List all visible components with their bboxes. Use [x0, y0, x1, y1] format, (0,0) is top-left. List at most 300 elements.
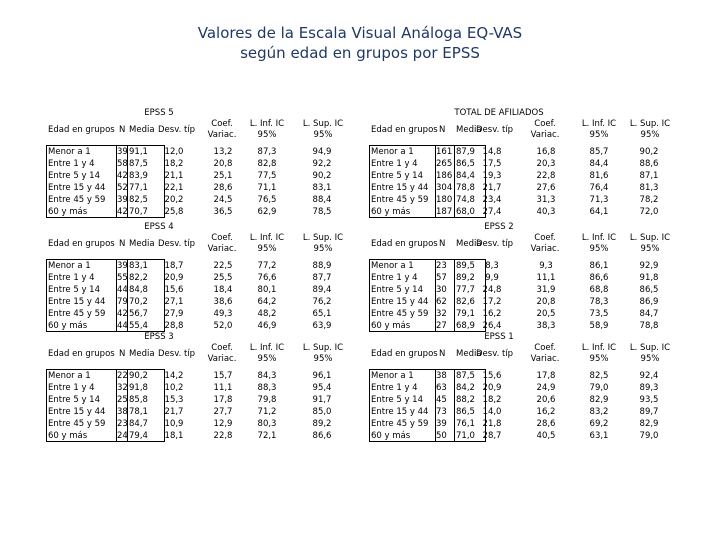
cell-lsup: 89,4: [312, 285, 332, 295]
header-media: Media: [129, 125, 155, 135]
cell-lsup: 92,2: [312, 159, 332, 169]
cell-coef: 15,7: [213, 371, 233, 381]
table-title: TOTAL DE AFILIADOS: [454, 108, 544, 118]
cell-desv: 14,0: [482, 407, 502, 417]
cell-lsup: 82,9: [639, 419, 659, 429]
cell-n: 73: [436, 407, 447, 417]
header-media: Media: [456, 239, 482, 249]
cell-desv: 18,2: [482, 395, 502, 405]
table-row: [46, 272, 366, 284]
cell-linf: 63,1: [589, 431, 609, 441]
cell-media: 84,7: [129, 419, 148, 429]
table-row: [46, 308, 366, 320]
cell-coef: 9,3: [539, 261, 553, 271]
header-lsup: L. Sup. IC 95%: [302, 119, 344, 140]
cell-lsup: 86,9: [639, 297, 659, 307]
cell-desv: 15,6: [482, 371, 502, 381]
cell-group: Entre 1 y 4: [48, 273, 95, 283]
cell-n: 23: [117, 419, 128, 429]
header-lsup: L. Sup. IC 95%: [302, 343, 344, 364]
cell-linf: 62,9: [257, 207, 277, 217]
table-total: [369, 108, 679, 216]
cell-coef: 20,8: [536, 297, 556, 307]
cell-desv: 28,8: [164, 321, 184, 331]
cell-linf: 48,2: [257, 309, 277, 319]
cell-media: 71,0: [456, 431, 475, 441]
cell-group: Entre 5 y 14: [371, 285, 423, 295]
cell-linf: 76,6: [257, 273, 277, 283]
cell-n: 39: [436, 419, 447, 429]
cell-lsup: 94,9: [312, 147, 332, 157]
cell-lsup: 85,0: [312, 407, 332, 417]
cell-lsup: 88,6: [639, 159, 659, 169]
cell-n: 57: [436, 273, 447, 283]
cell-linf: 80,1: [257, 285, 277, 295]
cell-coef: 38,3: [536, 321, 556, 331]
cell-lsup: 83,1: [312, 183, 332, 193]
cell-coef: 17,8: [213, 395, 233, 405]
cell-media: 78,8: [456, 183, 475, 193]
cell-media: 83,1: [129, 261, 148, 271]
cell-group: 60 y más: [48, 431, 88, 441]
cell-coef: 24,5: [213, 195, 233, 205]
cell-media: 91,8: [129, 383, 148, 393]
cell-media: 79,4: [129, 431, 148, 441]
cell-lsup: 91,7: [312, 395, 332, 405]
cell-media: 87,5: [129, 159, 148, 169]
cell-coef: 28,6: [536, 419, 556, 429]
table-row: [46, 260, 366, 272]
header-desv: Desv. típ: [476, 125, 514, 135]
table-row: [369, 260, 679, 272]
table-row: [369, 272, 679, 284]
cell-desv: 10,9: [164, 419, 184, 429]
cell-coef: 52,0: [213, 321, 233, 331]
page-title-line1: Valores de la Escala Visual Análoga EQ-VAS: [197, 24, 523, 42]
table-epss3: [46, 332, 366, 440]
cell-desv: 17,5: [482, 159, 502, 169]
cell-group: 60 y más: [371, 207, 411, 217]
cell-group: Menor a 1: [48, 147, 91, 157]
cell-media: 76,1: [456, 419, 475, 429]
header-coef: Coef. Variac.: [530, 233, 560, 254]
cell-group: Entre 5 y 14: [48, 171, 100, 181]
cell-n: 24: [117, 431, 128, 441]
cell-group: Entre 15 y 44: [371, 407, 429, 417]
cell-lsup: 63,9: [312, 321, 332, 331]
cell-desv: 20,9: [164, 273, 184, 283]
table-row: [46, 418, 366, 430]
cell-group: 60 y más: [371, 431, 411, 441]
table-epss1: [369, 332, 679, 440]
cell-n: 39: [117, 261, 128, 271]
table-row: [369, 296, 679, 308]
cell-media: 55,4: [129, 321, 148, 331]
cell-linf: 76,5: [257, 195, 277, 205]
cell-media: 86,5: [456, 159, 475, 169]
header-coef: Coef. Variac.: [207, 233, 237, 254]
cell-n: 79: [117, 297, 128, 307]
header-group: Edad en grupos: [371, 349, 438, 359]
table-row: [369, 284, 679, 296]
cell-media: 68,0: [456, 207, 475, 217]
header-linf: L. Inf. IC 95%: [581, 343, 617, 364]
cell-linf: 79,8: [257, 395, 277, 405]
cell-lsup: 92,9: [639, 261, 659, 271]
cell-n: 30: [436, 285, 447, 295]
table-row: [46, 170, 366, 182]
table-epss5: [46, 108, 366, 216]
cell-group: Entre 1 y 4: [371, 273, 418, 283]
table-row: [369, 430, 679, 442]
cell-n: 38: [436, 371, 447, 381]
table-row: [369, 370, 679, 382]
cell-n: 39: [117, 147, 128, 157]
header-n: N: [119, 349, 126, 359]
header-n: N: [119, 125, 126, 135]
cell-coef: 38,6: [213, 297, 233, 307]
cell-group: Entre 15 y 44: [371, 183, 429, 193]
table-epss4: [46, 222, 366, 330]
table-row: [46, 182, 366, 194]
cell-media: 85,8: [129, 395, 148, 405]
cell-n: 52: [117, 183, 128, 193]
cell-desv: 14,2: [164, 371, 184, 381]
cell-desv: 27,4: [482, 207, 502, 217]
cell-n: 265: [436, 159, 453, 169]
cell-media: 89,2: [456, 273, 475, 283]
cell-n: 55: [117, 273, 128, 283]
cell-media: 89,5: [456, 261, 475, 271]
table-title: EPSS 2: [484, 222, 514, 232]
cell-lsup: 78,5: [312, 207, 332, 217]
cell-lsup: 88,4: [312, 195, 332, 205]
header-coef: Coef. Variac.: [530, 343, 560, 364]
cell-desv: 19,3: [482, 171, 502, 181]
table-row: [46, 206, 366, 218]
cell-lsup: 72,0: [639, 207, 659, 217]
cell-n: 187: [436, 207, 453, 217]
cell-n: 42: [117, 309, 128, 319]
cell-linf: 80,3: [257, 419, 277, 429]
cell-desv: 16,2: [482, 309, 502, 319]
cell-n: 161: [436, 147, 453, 157]
cell-linf: 79,0: [589, 383, 609, 393]
cell-linf: 82,8: [257, 159, 277, 169]
cell-desv: 18,7: [164, 261, 184, 271]
header-lsup: L. Sup. IC 95%: [629, 343, 671, 364]
cell-linf: 86,1: [589, 261, 609, 271]
header-n: N: [439, 239, 446, 249]
header-n: N: [439, 125, 446, 135]
cell-group: Entre 45 y 59: [371, 309, 429, 319]
cell-media: 84,2: [456, 383, 475, 393]
header-linf: L. Inf. IC 95%: [249, 119, 285, 140]
cell-coef: 31,9: [536, 285, 556, 295]
table-row: [46, 158, 366, 170]
table-row: [369, 206, 679, 218]
table-row: [369, 382, 679, 394]
cell-media: 78,1: [129, 407, 148, 417]
cell-coef: 20,8: [213, 159, 233, 169]
cell-coef: 16,8: [536, 147, 556, 157]
cell-n: 27: [436, 321, 447, 331]
cell-group: Entre 5 y 14: [371, 171, 423, 181]
table-title: EPSS 5: [144, 108, 174, 118]
cell-n: 23: [436, 261, 447, 271]
table-row: [369, 406, 679, 418]
table-row: [369, 394, 679, 406]
table-row: [369, 320, 679, 332]
cell-desv: 8,3: [485, 261, 499, 271]
header-desv: Desv. típ: [476, 349, 514, 359]
header-coef: Coef. Variac.: [207, 343, 237, 364]
cell-desv: 10,2: [164, 383, 184, 393]
cell-group: Menor a 1: [371, 147, 414, 157]
cell-coef: 31,3: [536, 195, 556, 205]
cell-linf: 87,3: [257, 147, 277, 157]
cell-coef: 22,8: [536, 171, 556, 181]
cell-media: 74,8: [456, 195, 475, 205]
cell-n: 44: [117, 321, 128, 331]
cell-desv: 15,3: [164, 395, 184, 405]
cell-media: 77,1: [129, 183, 148, 193]
cell-coef: 24,9: [536, 383, 556, 393]
cell-linf: 72,1: [257, 431, 277, 441]
table-row: [46, 430, 366, 442]
cell-media: 82,2: [129, 273, 148, 283]
cell-lsup: 93,5: [639, 395, 659, 405]
table-row: [369, 418, 679, 430]
header-group: Edad en grupos: [48, 349, 115, 359]
cell-lsup: 86,6: [312, 431, 332, 441]
cell-group: Entre 15 y 44: [48, 297, 106, 307]
header-media: Media: [129, 239, 155, 249]
cell-lsup: 96,1: [312, 371, 332, 381]
cell-media: 79,1: [456, 309, 475, 319]
page-title-line2: según edad en grupos por EPSS: [240, 44, 480, 62]
cell-media: 84,8: [129, 285, 148, 295]
cell-desv: 21,8: [482, 419, 502, 429]
cell-desv: 12,0: [164, 147, 184, 157]
cell-linf: 64,2: [257, 297, 277, 307]
cell-desv: 21,7: [482, 183, 502, 193]
cell-coef: 40,5: [536, 431, 556, 441]
header-linf: L. Inf. IC 95%: [249, 343, 285, 364]
cell-group: Entre 45 y 59: [371, 195, 429, 205]
cell-media: 87,9: [456, 147, 475, 157]
cell-linf: 83,2: [589, 407, 609, 417]
header-lsup: L. Sup. IC 95%: [302, 233, 344, 254]
cell-lsup: 81,3: [639, 183, 659, 193]
cell-coef: 12,9: [213, 419, 233, 429]
cell-group: Entre 1 y 4: [48, 383, 95, 393]
cell-desv: 15,6: [164, 285, 184, 295]
cell-n: 25: [117, 395, 128, 405]
cell-n: 22: [117, 371, 128, 381]
cell-lsup: 84,7: [639, 309, 659, 319]
header-group: Edad en grupos: [371, 239, 438, 249]
header-group: Edad en grupos: [48, 125, 115, 135]
header-lsup: L. Sup. IC 95%: [629, 119, 671, 140]
cell-n: 38: [117, 407, 128, 417]
cell-linf: 71,3: [589, 195, 609, 205]
table-row: [369, 146, 679, 158]
cell-linf: 84,4: [589, 159, 609, 169]
cell-media: 82,5: [129, 195, 148, 205]
cell-lsup: 79,0: [639, 431, 659, 441]
cell-linf: 77,5: [257, 171, 277, 181]
cell-group: Entre 5 y 14: [48, 395, 100, 405]
cell-media: 56,7: [129, 309, 148, 319]
header-media: Media: [456, 349, 482, 359]
cell-linf: 71,1: [257, 183, 277, 193]
cell-coef: 16,2: [536, 407, 556, 417]
cell-linf: 73,5: [589, 309, 609, 319]
cell-group: Entre 15 y 44: [371, 297, 429, 307]
cell-media: 91,1: [129, 147, 148, 157]
cell-desv: 28,7: [482, 431, 502, 441]
cell-desv: 24,8: [482, 285, 502, 295]
cell-linf: 76,4: [589, 183, 609, 193]
cell-lsup: 95,4: [312, 383, 332, 393]
header-linf: L. Inf. IC 95%: [581, 119, 617, 140]
cell-linf: 78,3: [589, 297, 609, 307]
table-row: [46, 296, 366, 308]
cell-n: 62: [436, 297, 447, 307]
cell-coef: 25,1: [213, 171, 233, 181]
cell-n: 63: [436, 383, 447, 393]
header-n: N: [119, 239, 126, 249]
cell-n: 32: [436, 309, 447, 319]
cell-group: Entre 1 y 4: [48, 159, 95, 169]
cell-n: 180: [436, 195, 453, 205]
header-desv: Desv. típ: [158, 125, 196, 135]
cell-coef: 22,8: [213, 431, 233, 441]
header-linf: L. Inf. IC 95%: [581, 233, 617, 254]
header-group: Edad en grupos: [371, 125, 438, 135]
cell-coef: 40,3: [536, 207, 556, 217]
cell-media: 87,5: [456, 371, 475, 381]
cell-linf: 88,3: [257, 383, 277, 393]
cell-n: 42: [117, 207, 128, 217]
table-row: [369, 194, 679, 206]
cell-group: 60 y más: [48, 321, 88, 331]
table-row: [369, 158, 679, 170]
cell-coef: 13,2: [213, 147, 233, 157]
cell-group: Entre 1 y 4: [371, 383, 418, 393]
cell-lsup: 76,2: [312, 297, 332, 307]
table-row: [46, 394, 366, 406]
cell-group: Menor a 1: [48, 261, 91, 271]
cell-desv: 21,7: [164, 407, 184, 417]
cell-coef: 25,5: [213, 273, 233, 283]
cell-linf: 58,9: [589, 321, 609, 331]
table-row: [46, 406, 366, 418]
header-media: Media: [129, 349, 155, 359]
cell-group: Entre 15 y 44: [48, 183, 106, 193]
cell-desv: 27,9: [164, 309, 184, 319]
cell-desv: 23,4: [482, 195, 502, 205]
cell-linf: 77,2: [257, 261, 277, 271]
cell-media: 84,4: [456, 171, 475, 181]
header-coef: Coef. Variac.: [207, 119, 237, 140]
cell-desv: 21,1: [164, 171, 184, 181]
cell-media: 82,6: [456, 297, 475, 307]
cell-lsup: 89,7: [639, 407, 659, 417]
header-coef: Coef. Variac.: [530, 119, 560, 140]
cell-n: 50: [436, 431, 447, 441]
cell-media: 90,2: [129, 371, 148, 381]
table-row: [46, 370, 366, 382]
cell-media: 88,2: [456, 395, 475, 405]
cell-group: Menor a 1: [371, 261, 414, 271]
cell-media: 68,9: [456, 321, 475, 331]
cell-n: 42: [117, 171, 128, 181]
table-row: [369, 308, 679, 320]
cell-group: Entre 5 y 14: [371, 395, 423, 405]
cell-n: 45: [436, 395, 447, 405]
cell-lsup: 78,2: [639, 195, 659, 205]
cell-coef: 28,6: [213, 183, 233, 193]
cell-linf: 82,9: [589, 395, 609, 405]
cell-coef: 36,5: [213, 207, 233, 217]
cell-coef: 17,8: [536, 371, 556, 381]
cell-coef: 20,5: [536, 309, 556, 319]
cell-coef: 20,3: [536, 159, 556, 169]
cell-lsup: 86,5: [639, 285, 659, 295]
table-row: [46, 284, 366, 296]
cell-lsup: 90,2: [639, 147, 659, 157]
cell-group: Menor a 1: [371, 371, 414, 381]
cell-linf: 46,9: [257, 321, 277, 331]
table-row: [369, 182, 679, 194]
cell-n: 39: [117, 195, 128, 205]
cell-coef: 11,1: [536, 273, 556, 283]
cell-n: 304: [436, 183, 453, 193]
cell-desv: 20,2: [164, 195, 184, 205]
cell-media: 70,7: [129, 207, 148, 217]
cell-lsup: 88,9: [312, 261, 332, 271]
cell-coef: 11,1: [213, 383, 233, 393]
header-desv: Desv. típ: [158, 239, 196, 249]
header-desv: Desv. típ: [158, 349, 196, 359]
cell-group: Menor a 1: [48, 371, 91, 381]
cell-linf: 69,2: [589, 419, 609, 429]
cell-linf: 86,6: [589, 273, 609, 283]
cell-lsup: 65,1: [312, 309, 332, 319]
cell-coef: 22,5: [213, 261, 233, 271]
cell-media: 77,7: [456, 285, 475, 295]
cell-desv: 25,8: [164, 207, 184, 217]
cell-n: 58: [117, 159, 128, 169]
cell-n: 44: [117, 285, 128, 295]
cell-coef: 49,3: [213, 309, 233, 319]
cell-lsup: 87,7: [312, 273, 332, 283]
cell-group: Entre 45 y 59: [48, 419, 106, 429]
header-group: Edad en grupos: [48, 239, 115, 249]
cell-desv: 20,9: [482, 383, 502, 393]
cell-desv: 14,8: [482, 147, 502, 157]
cell-linf: 82,5: [589, 371, 609, 381]
cell-group: 60 y más: [48, 207, 88, 217]
cell-desv: 18,1: [164, 431, 184, 441]
table-title: EPSS 1: [484, 332, 514, 342]
header-n: N: [439, 349, 446, 359]
cell-coef: 20,6: [536, 395, 556, 405]
cell-linf: 84,3: [257, 371, 277, 381]
cell-linf: 81,6: [589, 171, 609, 181]
